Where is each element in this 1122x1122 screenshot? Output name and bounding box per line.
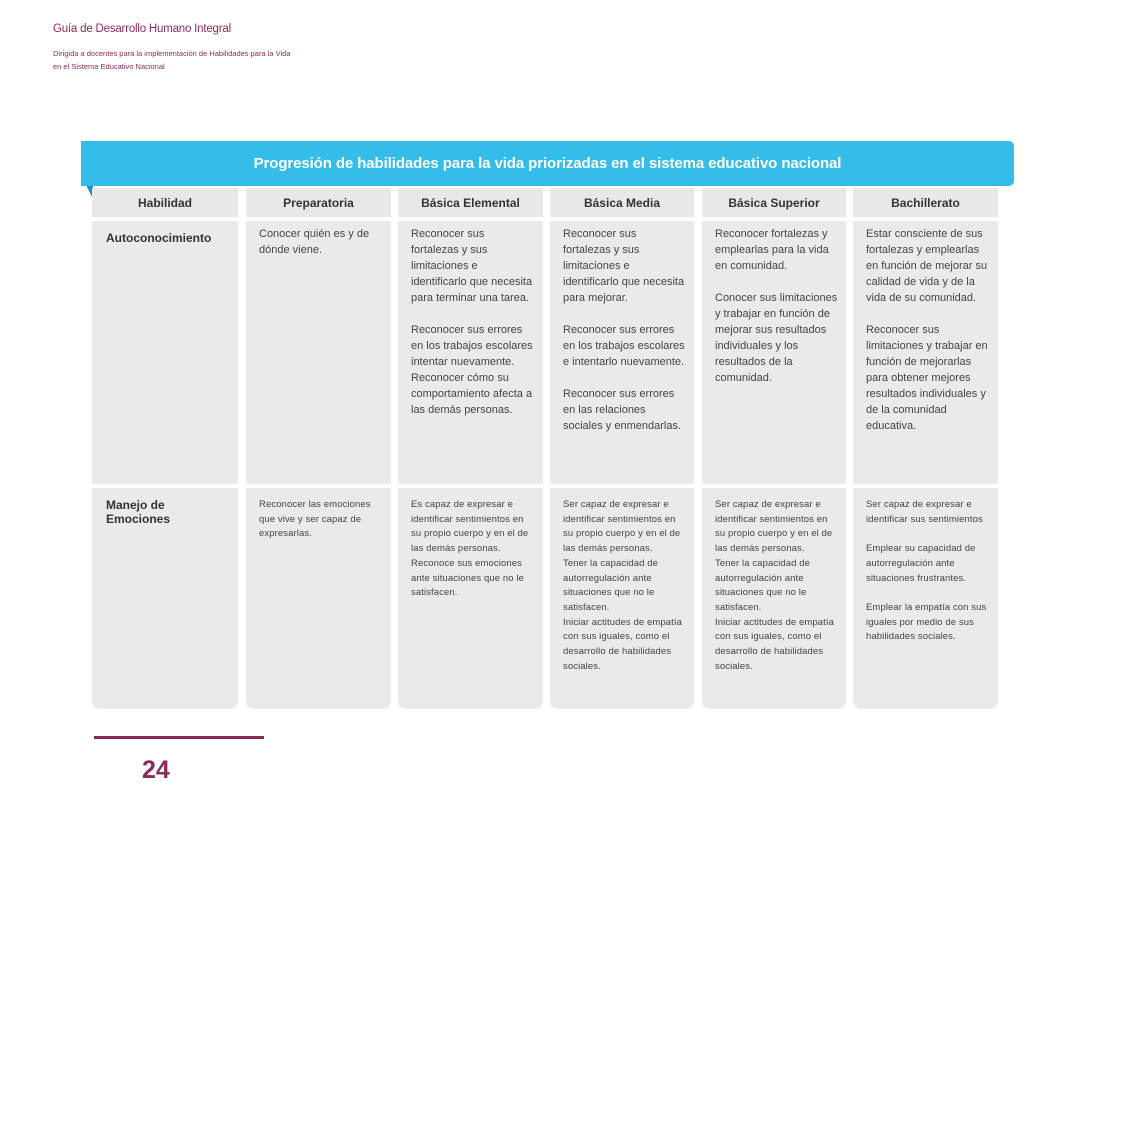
table-cell [702, 488, 846, 709]
table-row-skill [92, 221, 238, 484]
column-header-preparatoria: Preparatoria [246, 188, 391, 217]
cell-text: Reconocer sus fortalezas y sus limitaciones e identificarlo que necesita para terminar una tarea. Reconocer sus errores en los trabajos escolares intentar nuevamente. Reconocer cómo su comportamiento afecta a las demás personas. [411, 228, 533, 416]
table-cell [853, 488, 998, 709]
column-header-bachillerato: Bachillerato [853, 188, 998, 217]
table-cell [702, 221, 846, 484]
column-header-basica-media: Básica Media [550, 188, 694, 217]
footer-rule [94, 736, 264, 739]
cell-text: Reconocer fortalezas y emplearlas para la vida en comunidad. Conocer sus limitaciones y trabajar en función de mejorar sus resultados individuales y los resultados de la comunidad. [715, 228, 838, 384]
cell-text: Reconocer las emociones que vive y ser capaz de expresarlas. [259, 499, 371, 540]
cell-text: Ser capaz de expresar e identificar sentimientos en su propio cuerpo y en el de las demás personas. Tener la capacidad de autorregulación ante situaciones que no le satisfacen. Iniciar actitudes de empatía con sus iguales, como el desarrollo de habilidades sociales. [563, 499, 682, 672]
cell-text: Ser capaz de expresar e identificar sentimientos en su propio cuerpo y en el de las demás personas. Tener la capacidad de autorregulación ante situaciones que no le satisfacen. Iniciar actitudes de empatía con sus iguales, como el desarrollo de habilidades sociales. [715, 499, 834, 672]
table-cell [398, 221, 543, 484]
document-header-title: Guía de Desarrollo Humano Integral [53, 23, 231, 35]
column-header-habilidad: Habilidad [92, 188, 238, 217]
cell-text: Estar consciente de sus fortalezas y emplearlas en función de mejorar su calidad de vida y de la vida de su comunidad. Reconocer sus limitaciones y trabajar en función de mejorarlas para obtener mejores resultados individuales y de la comunidad educativa. [866, 228, 988, 432]
page-number: 24 [142, 756, 170, 784]
cell-text: Ser capaz de expresar e identificar sus sentimientos Emplear su capacidad de autorregulación ante situaciones frustrantes. Emplear la empatía con sus iguales por medio de sus habilidades sociales. [866, 499, 987, 643]
skill-label: Manejo de Emociones [106, 498, 171, 526]
table-cell [550, 488, 694, 709]
cell-text: Es capaz de expresar e identificar sentimientos en su propio cuerpo y en el de las demás personas. Reconoce sus emociones ante situaciones que no le satisfacen. [411, 499, 529, 599]
table-title: Progresión de habilidades para la vida priorizadas en el sistema educativo nacional [253, 155, 842, 172]
table-cell [246, 221, 391, 484]
cell-text: Reconocer sus fortalezas y sus limitaciones e identificarlo que necesita para mejorar. Reconocer sus errores en los trabajos escolares e intentarlo nuevamente. Reconocer sus errores en las relaciones sociales y enmendarlas. [563, 228, 685, 432]
skill-label: Autoconocimiento [106, 231, 212, 245]
table-row-skill [92, 488, 238, 709]
table-cell [550, 221, 694, 484]
table-cell [853, 221, 998, 484]
table-cell [398, 488, 543, 709]
document-header-subtitle: Dirigida a docentes para la implementación de Habilidades para la Vida en el Sistema Educativo Nacional [53, 49, 291, 71]
column-header-basica-superior: Básica Superior [702, 188, 846, 217]
cell-text: Conocer quién es y de dónde viene. [259, 228, 370, 256]
table-cell [246, 488, 391, 709]
column-header-basica-elemental: Básica Elemental [398, 188, 543, 217]
table-title-banner [81, 141, 1014, 186]
